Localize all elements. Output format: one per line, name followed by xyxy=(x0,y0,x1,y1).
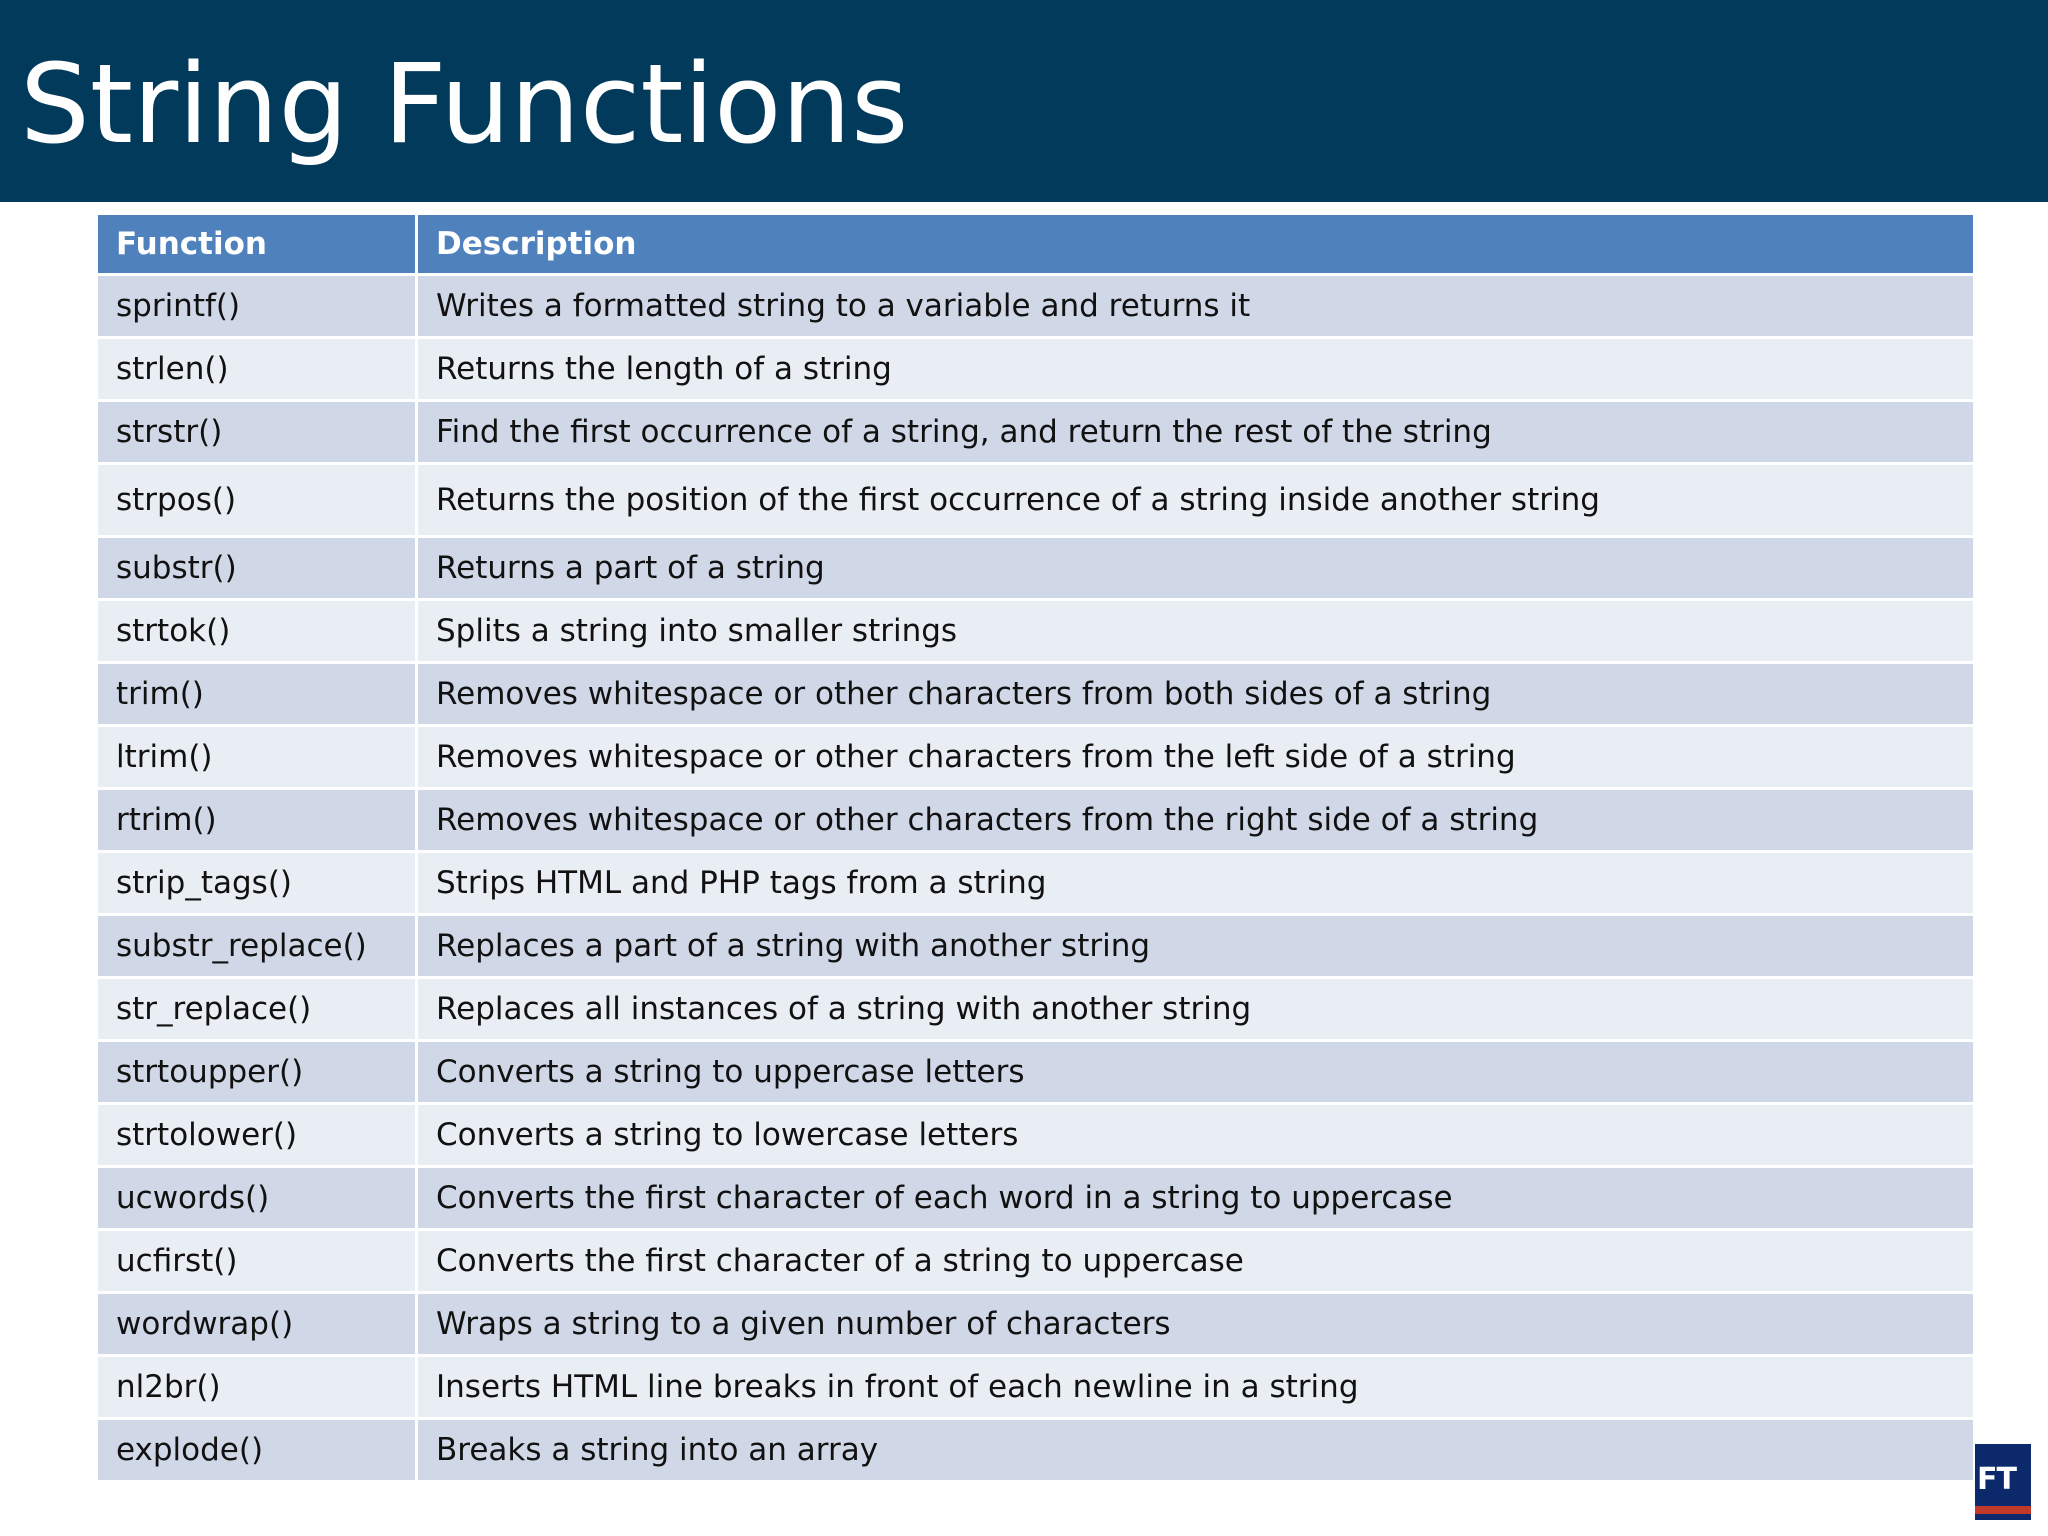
function-cell: trim() xyxy=(97,663,417,726)
logo-strip xyxy=(1975,1506,2031,1514)
description-cell: Find the first occurrence of a string, and return the rest of the string xyxy=(417,401,1975,464)
table-row xyxy=(97,464,1975,537)
string-functions-table xyxy=(95,212,1976,1483)
function-cell: str_replace() xyxy=(97,978,417,1041)
table-row xyxy=(97,1356,1975,1419)
function-cell: strtolower() xyxy=(97,1104,417,1167)
header-description: Description xyxy=(417,214,1975,275)
description-cell: Converts the first character of a string to uppercase xyxy=(417,1230,1975,1293)
description-cell: Splits a string into smaller strings xyxy=(417,600,1975,663)
string-functions-table-container xyxy=(95,212,1973,1483)
header-function: Function xyxy=(97,214,417,275)
table-row xyxy=(97,663,1975,726)
function-cell: nl2br() xyxy=(97,1356,417,1419)
table-row xyxy=(97,915,1975,978)
description-cell: Returns a part of a string xyxy=(417,537,1975,600)
table-row xyxy=(97,1104,1975,1167)
description-cell: Writes a formatted string to a variable and returns it xyxy=(417,275,1975,338)
table-row xyxy=(97,726,1975,789)
table-row xyxy=(97,1041,1975,1104)
table-header-row xyxy=(97,214,1975,275)
table-row xyxy=(97,338,1975,401)
function-cell: strpos() xyxy=(97,464,417,537)
table-row xyxy=(97,600,1975,663)
table-row xyxy=(97,401,1975,464)
function-cell: strtoupper() xyxy=(97,1041,417,1104)
function-cell: rtrim() xyxy=(97,789,417,852)
brand-logo xyxy=(1975,1444,2031,1520)
description-cell: Breaks a string into an array xyxy=(417,1419,1975,1482)
table-row xyxy=(97,1167,1975,1230)
function-cell: strlen() xyxy=(97,338,417,401)
function-cell: explode() xyxy=(97,1419,417,1482)
function-cell: strtok() xyxy=(97,600,417,663)
function-cell: sprintf() xyxy=(97,275,417,338)
table-row xyxy=(97,1419,1975,1482)
description-cell: Removes whitespace or other characters from the right side of a string xyxy=(417,789,1975,852)
function-cell: strstr() xyxy=(97,401,417,464)
description-cell: Replaces a part of a string with another string xyxy=(417,915,1975,978)
function-cell: ltrim() xyxy=(97,726,417,789)
function-cell: ucwords() xyxy=(97,1167,417,1230)
function-cell: substr_replace() xyxy=(97,915,417,978)
table-row xyxy=(97,852,1975,915)
description-cell: Returns the length of a string xyxy=(417,338,1975,401)
table-row xyxy=(97,789,1975,852)
description-cell: Removes whitespace or other characters from the left side of a string xyxy=(417,726,1975,789)
function-cell: substr() xyxy=(97,537,417,600)
description-cell: Strips HTML and PHP tags from a string xyxy=(417,852,1975,915)
description-cell: Removes whitespace or other characters from both sides of a string xyxy=(417,663,1975,726)
description-cell: Inserts HTML line breaks in front of each newline in a string xyxy=(417,1356,1975,1419)
table-row xyxy=(97,978,1975,1041)
table-row xyxy=(97,275,1975,338)
table-row xyxy=(97,537,1975,600)
description-cell: Converts a string to lowercase letters xyxy=(417,1104,1975,1167)
table-row xyxy=(97,1230,1975,1293)
table-row xyxy=(97,1293,1975,1356)
description-cell: Converts the first character of each word in a string to uppercase xyxy=(417,1167,1975,1230)
title-bar xyxy=(0,0,2048,202)
function-cell: ucfirst() xyxy=(97,1230,417,1293)
function-cell: strip_tags() xyxy=(97,852,417,915)
logo-text: FT xyxy=(1977,1462,2016,1497)
description-cell: Replaces all instances of a string with another string xyxy=(417,978,1975,1041)
description-cell: Returns the position of the first occurrence of a string inside another string xyxy=(417,464,1975,537)
description-cell: Wraps a string to a given number of characters xyxy=(417,1293,1975,1356)
function-cell: wordwrap() xyxy=(97,1293,417,1356)
slide-title: String Functions xyxy=(20,40,909,168)
description-cell: Converts a string to uppercase letters xyxy=(417,1041,1975,1104)
